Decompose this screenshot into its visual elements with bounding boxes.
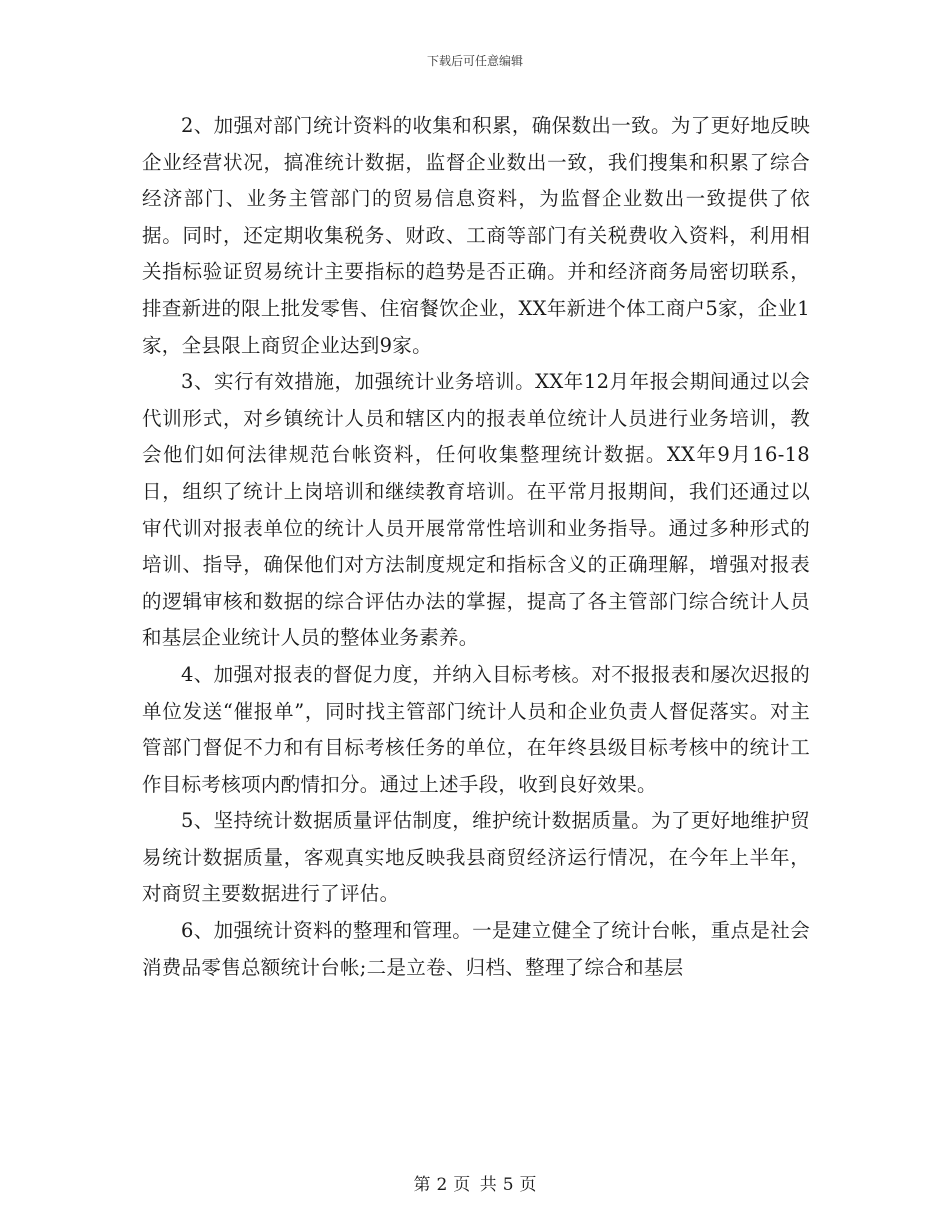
footer-page-number: 2 <box>436 1175 448 1195</box>
paragraph-2: 2、加强对部门统计资料的收集和积累，确保数出一致。为了更好地反映企业经营状况，搞准统计数据，监督企业数出一致，我们搜集和积累了综合经济部门、业务主管部门的贸易信息资料，为监督企业数出一致提供了依据。同时，还定期收集税务、财政、工商等部门有关税费收入资料，利用相关指标验证贸易统计主要指标的趋势是否正确。并和经济商务局密切联系，排查新进的限上批发零售、住宿餐饮企业，XX年新进个体工商户5家，企业1家，全县限上商贸企业达到9家。 <box>142 114 810 357</box>
footer-prefix: 第 <box>413 1175 431 1195</box>
paragraph-4: 4、加强对报表的督促力度，并纳入目标考核。对不报报表和屡次迟报的单位发送“催报单”，同时找主管部门统计人员和企业负责人督促落实。对主管部门督促不力和有目标考核任务的单位，在年终县级目标考核中的统计工作目标考核项内酌情扣分。通过上述手段，收到良好效果。 <box>142 662 810 796</box>
document-body <box>142 108 810 986</box>
footer-total-pages: 5 <box>502 1175 514 1195</box>
page-header-note: 下载后可任意编辑 <box>426 54 523 68</box>
paragraph-6: 6、加强统计资料的整理和管理。一是建立健全了统计台帐，重点是社会消费品零售总额统计台帐;二是立卷、归档、整理了综合和基层 <box>142 919 810 979</box>
paragraph-3: 3、实行有效措施，加强统计业务培训。XX年12月年报会期间通过以会代训形式，对乡镇统计人员和辖区内的报表单位统计人员进行业务培训，教会他们如何法律规范台帐资料，任何收集整理统计数据。XX年9月16-18日，组织了统计上岗培训和继续教育培训。在平常月报期间，我们还通过以审代训对报表单位的统计人员开展常常性培训和业务指导。通过多种形式的培训、指导，确保他们对方法制度规定和指标含义的正确理解，增强对报表的逻辑审核和数据的综合评估办法的掌握，提高了各主管部门综合统计人员和基层企业统计人员的整体业务素养。 <box>142 370 810 650</box>
footer-middle: 页 共 <box>453 1175 497 1195</box>
page-footer <box>0 1170 950 1195</box>
paragraph-5: 5、坚持统计数据质量评估制度，维护统计数据质量。为了更好地维护贸易统计数据质量，客观真实地反映我县商贸经济运行情况，在今年上半年，对商贸主要数据进行了评估。 <box>142 809 810 906</box>
footer-suffix: 页 <box>519 1175 537 1195</box>
